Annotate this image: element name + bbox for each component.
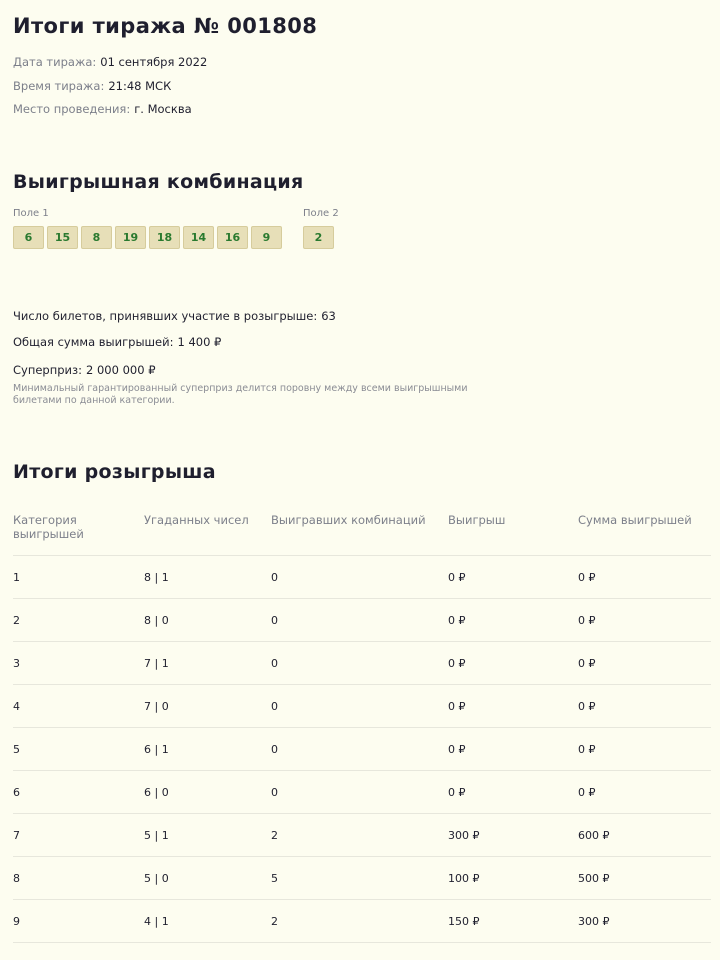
- draw-place-label: Место проведения:: [13, 102, 131, 116]
- cell-category: 6: [13, 785, 20, 799]
- draw-date-label: Дата тиража:: [13, 55, 97, 69]
- cell-guessed: 7 | 1: [144, 656, 169, 670]
- cell-prize-total: 600 ₽: [578, 828, 610, 842]
- column-header-category: Категория выигрышей: [13, 513, 84, 541]
- table-row: [13, 728, 711, 771]
- results-table-header: [13, 510, 711, 556]
- cell-prize: 150 ₽: [448, 914, 480, 928]
- table-row: [13, 685, 711, 728]
- field-2-number-ball: 2: [303, 226, 334, 249]
- tickets-count: [13, 309, 336, 323]
- cell-winning-combinations: 2: [271, 828, 278, 842]
- cell-winning-combinations: 5: [271, 871, 278, 885]
- field-1-number-ball: 14: [183, 226, 214, 249]
- table-row: [13, 642, 711, 685]
- table-row: [13, 814, 711, 857]
- cell-guessed: 8 | 0: [144, 613, 169, 627]
- cell-category: 9: [13, 914, 20, 928]
- cell-prize-total: 300 ₽: [578, 914, 610, 928]
- cell-prize: 300 ₽: [448, 828, 480, 842]
- total-winnings: [13, 335, 221, 349]
- cell-prize-total: 0 ₽: [578, 570, 596, 584]
- field-1-label: Поле 1: [13, 208, 49, 219]
- cell-winning-combinations: 2: [271, 914, 278, 928]
- field-1-numbers: [13, 226, 282, 249]
- cell-category: 3: [13, 656, 20, 670]
- cell-prize-total: 0 ₽: [578, 656, 596, 670]
- cell-prize-total: 0 ₽: [578, 785, 596, 799]
- draw-date-value: 01 сентября 2022: [100, 55, 208, 69]
- superprize-note: Минимальный гарантированный суперприз делится поровну между всеми выигрышными билетами по данной категории.: [13, 383, 468, 406]
- table-row: [13, 857, 711, 900]
- cell-category: 2: [13, 613, 20, 627]
- results-table: [13, 510, 711, 943]
- results-table-body: [13, 556, 711, 943]
- column-header-prize: Выигрыш: [448, 513, 506, 527]
- field-1-number-ball: 8: [81, 226, 112, 249]
- cell-guessed: 7 | 0: [144, 699, 169, 713]
- tickets-count-label: Число билетов, принявших участие в розыгрыше:: [13, 309, 318, 323]
- column-header-prize-total: Сумма выигрышей: [578, 513, 692, 527]
- tickets-count-value: 63: [321, 309, 336, 323]
- cell-prize-total: 0 ₽: [578, 699, 596, 713]
- cell-category: 4: [13, 699, 20, 713]
- field-1: [13, 208, 282, 249]
- cell-prize-total: 0 ₽: [578, 742, 596, 756]
- cell-guessed: 6 | 1: [144, 742, 169, 756]
- cell-winning-combinations: 0: [271, 742, 278, 756]
- total-winnings-value: 1 400 ₽: [177, 335, 222, 349]
- field-2: [303, 208, 339, 249]
- cell-prize-total: 500 ₽: [578, 871, 610, 885]
- cell-guessed: 6 | 0: [144, 785, 169, 799]
- table-row: [13, 556, 711, 599]
- superprize: [13, 363, 156, 377]
- cell-prize: 100 ₽: [448, 871, 480, 885]
- cell-guessed: 4 | 1: [144, 914, 169, 928]
- draw-time-label: Время тиража:: [13, 79, 105, 93]
- total-winnings-label: Общая сумма выигрышей:: [13, 335, 174, 349]
- draw-place-value: г. Москва: [134, 102, 192, 116]
- cell-category: 5: [13, 742, 20, 756]
- cell-prize: 0 ₽: [448, 785, 466, 799]
- cell-category: 7: [13, 828, 20, 842]
- draw-place: [13, 102, 192, 116]
- cell-winning-combinations: 0: [271, 570, 278, 584]
- table-row: [13, 599, 711, 642]
- results-heading: Итоги розыгрыша: [13, 461, 216, 483]
- field-1-number-ball: 9: [251, 226, 282, 249]
- cell-winning-combinations: 0: [271, 699, 278, 713]
- cell-guessed: 5 | 0: [144, 871, 169, 885]
- field-1-number-ball: 16: [217, 226, 248, 249]
- cell-prize: 0 ₽: [448, 742, 466, 756]
- page-title: Итоги тиража № 001808: [13, 14, 318, 38]
- cell-prize: 0 ₽: [448, 699, 466, 713]
- draw-time: [13, 79, 171, 93]
- cell-prize: 0 ₽: [448, 570, 466, 584]
- superprize-value: 2 000 000 ₽: [86, 363, 156, 377]
- column-header-winning-combinations: Выигравших комбинаций: [271, 513, 426, 527]
- field-1-number-ball: 6: [13, 226, 44, 249]
- cell-category: 8: [13, 871, 20, 885]
- cell-winning-combinations: 0: [271, 785, 278, 799]
- field-2-numbers: [303, 226, 339, 249]
- cell-winning-combinations: 0: [271, 613, 278, 627]
- field-1-number-ball: 18: [149, 226, 180, 249]
- column-header-guessed: Угаданных чисел: [144, 513, 249, 527]
- cell-prize-total: 0 ₽: [578, 613, 596, 627]
- table-row: [13, 900, 711, 943]
- cell-winning-combinations: 0: [271, 656, 278, 670]
- field-1-number-ball: 15: [47, 226, 78, 249]
- cell-category: 1: [13, 570, 20, 584]
- superprize-label: Суперприз:: [13, 363, 83, 377]
- cell-guessed: 8 | 1: [144, 570, 169, 584]
- cell-guessed: 5 | 1: [144, 828, 169, 842]
- table-row: [13, 771, 711, 814]
- cell-prize: 0 ₽: [448, 656, 466, 670]
- draw-date: [13, 55, 207, 69]
- winning-combination-heading: Выигрышная комбинация: [13, 171, 304, 193]
- draw-time-value: 21:48 МСК: [108, 79, 172, 93]
- cell-prize: 0 ₽: [448, 613, 466, 627]
- field-1-number-ball: 19: [115, 226, 146, 249]
- field-2-label: Поле 2: [303, 208, 339, 219]
